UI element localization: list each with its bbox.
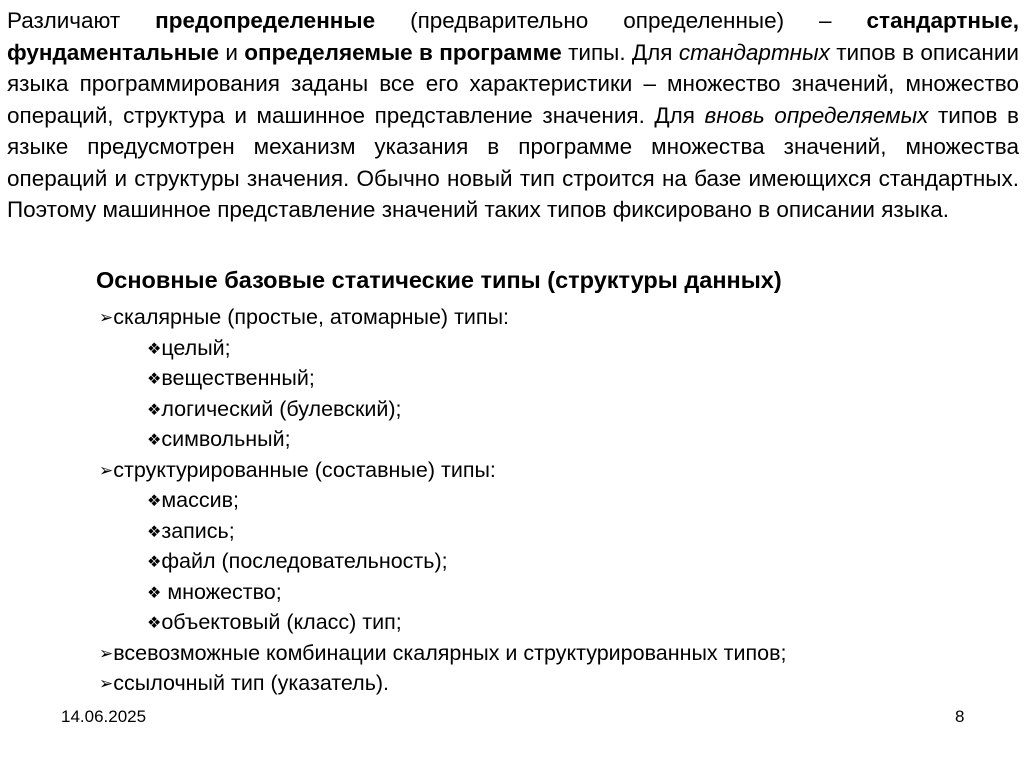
intro-bold-predefined: предопределенные <box>155 8 376 33</box>
list-item <box>0 424 1024 455</box>
diamond-bullet-icon: ❖ <box>147 491 162 510</box>
intro-text: Различают <box>7 8 156 33</box>
intro-text: и <box>219 39 245 65</box>
list-item <box>0 638 1024 669</box>
list-item-text: объектовый (класс) тип; <box>161 610 402 634</box>
intro-paragraph <box>7 5 1019 226</box>
diamond-bullet-icon: ❖ <box>147 399 162 419</box>
list-item-text: вещественный; <box>161 366 315 390</box>
list-item <box>0 455 1024 486</box>
list-item-text: массив; <box>161 488 239 512</box>
types-list <box>0 302 1024 699</box>
arrow-bullet-icon: ➢ <box>99 674 114 694</box>
intro-italic-standard: стандартных <box>678 39 830 65</box>
intro-text: (предварительно определенные) – <box>375 8 867 33</box>
footer-date: 14.06.2025 <box>61 707 147 726</box>
list-item-text: логический (булевский); <box>161 396 402 421</box>
arrow-bullet-icon: ➢ <box>99 643 114 664</box>
list-item <box>0 485 1024 516</box>
list-item <box>0 546 1024 577</box>
intro-bold-standard: стандартные, фундаментальные <box>7 8 1019 65</box>
diamond-bullet-icon: ❖ <box>147 430 162 449</box>
diamond-bullet-icon: ❖ <box>147 613 162 632</box>
list-item-text: структурированные (составные) типы: <box>113 457 496 482</box>
diamond-bullet-icon: ❖ <box>147 369 162 388</box>
list-item <box>0 577 1024 608</box>
list-item-text: всевозможные комбинации скалярных и структурированных типов; <box>113 640 787 665</box>
diamond-bullet-icon: ❖ <box>147 521 162 541</box>
list-item <box>0 363 1024 394</box>
intro-text: типы. Для <box>561 39 679 65</box>
diamond-bullet-icon: ❖ <box>147 582 162 602</box>
intro-text: типов в языке предусмотрен механизм указания в программе множества значений, множества операций и структуры значения. Обычно новый тип строится на базе имеющихся стандартных. Поэтому машинное представление значений таких типов фиксировано в описании языка. <box>7 102 1019 222</box>
intro-italic-new: вновь определяемых <box>704 102 929 128</box>
list-item-text: файл (последовательность); <box>161 549 448 573</box>
arrow-bullet-icon: ➢ <box>99 460 114 481</box>
list-item-text: ссылочный тип (указатель). <box>113 671 390 695</box>
list-item <box>0 394 1024 425</box>
arrow-bullet-icon: ➢ <box>99 308 114 328</box>
list-item <box>0 516 1024 547</box>
list-item <box>0 302 1024 333</box>
intro-text: типов в описании языка программирования заданы все его характеристики – множество значений, множество операций, структура и машинное представление значения. Для <box>7 39 1019 128</box>
list-item <box>0 333 1024 364</box>
section-heading: Основные базовые статические типы (структуры данных) <box>96 267 782 293</box>
list-item <box>0 668 1024 699</box>
list-item <box>0 607 1024 638</box>
diamond-bullet-icon: ❖ <box>147 338 162 358</box>
list-item-text: скалярные (простые, атомарные) типы: <box>113 305 509 329</box>
page-number: 8 <box>955 707 965 726</box>
intro-bold-user-defined: определяемые в программе <box>244 39 562 65</box>
list-item-text: множество; <box>161 579 282 604</box>
diamond-bullet-icon: ❖ <box>147 552 162 571</box>
list-item-text: символьный; <box>161 427 291 451</box>
list-item-text: запись; <box>161 518 235 543</box>
list-item-text: целый; <box>161 335 231 360</box>
